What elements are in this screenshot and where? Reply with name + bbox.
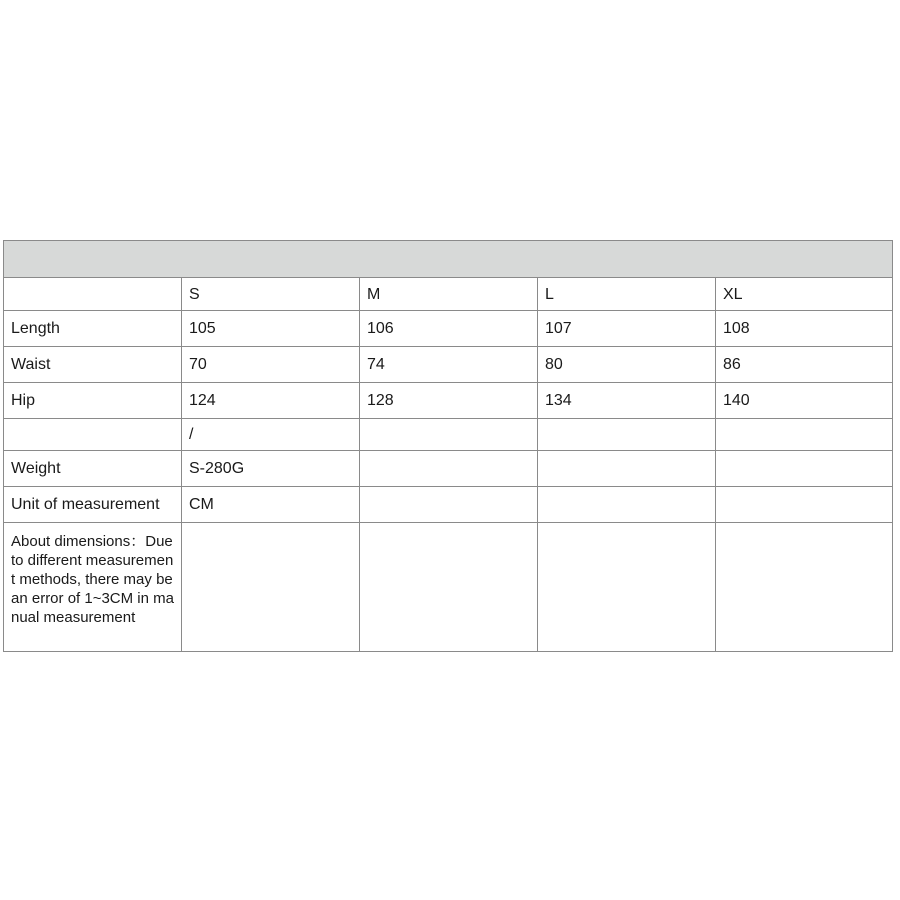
table-row — [4, 347, 893, 383]
size-label-s: S — [182, 278, 360, 311]
table-cell — [716, 487, 893, 523]
table-cell: 128 — [360, 383, 538, 419]
table-cell: 140 — [716, 383, 893, 419]
table-cell: 74 — [360, 347, 538, 383]
table-cell — [716, 419, 893, 451]
table-row — [4, 451, 893, 487]
table-cell: 80 — [538, 347, 716, 383]
table-header-band — [4, 241, 893, 278]
table-cell — [360, 523, 538, 652]
size-label-l: L — [538, 278, 716, 311]
table-cell: S-280G — [182, 451, 360, 487]
row-label: Weight — [4, 451, 182, 487]
table-cell — [538, 487, 716, 523]
table-cell: 86 — [716, 347, 893, 383]
table-cell: 108 — [716, 311, 893, 347]
size-chart-table — [3, 240, 893, 652]
table-cell — [538, 451, 716, 487]
table-cell: / — [182, 419, 360, 451]
row-label: Length — [4, 311, 182, 347]
row-label — [4, 419, 182, 451]
measurement-note-cell — [4, 523, 182, 652]
size-label-xl: XL — [716, 278, 893, 311]
size-header-row — [4, 278, 893, 311]
corner-cell — [4, 278, 182, 311]
measurement-note: About dimensions：Due to different measurement methods, there may be an error of 1~3CM in manual measurement — [11, 533, 174, 626]
table-cell — [538, 419, 716, 451]
table-cell: 134 — [538, 383, 716, 419]
table-row — [4, 419, 893, 451]
size-label-m: M — [360, 278, 538, 311]
table-cell — [538, 523, 716, 652]
table-cell: 70 — [182, 347, 360, 383]
row-label: Unit of measurement — [4, 487, 182, 523]
table-row — [4, 383, 893, 419]
row-label: Hip — [4, 383, 182, 419]
table-cell: 106 — [360, 311, 538, 347]
table-row — [4, 523, 893, 652]
table-cell: 105 — [182, 311, 360, 347]
row-label: Waist — [4, 347, 182, 383]
table-cell: 107 — [538, 311, 716, 347]
table-cell — [716, 451, 893, 487]
table-cell: 124 — [182, 383, 360, 419]
table-cell — [360, 419, 538, 451]
table-cell — [182, 523, 360, 652]
header-band-cell — [4, 241, 893, 278]
table-row — [4, 311, 893, 347]
table-cell — [716, 523, 893, 652]
table-cell — [360, 451, 538, 487]
table-row — [4, 487, 893, 523]
table-cell — [360, 487, 538, 523]
table-cell: CM — [182, 487, 360, 523]
